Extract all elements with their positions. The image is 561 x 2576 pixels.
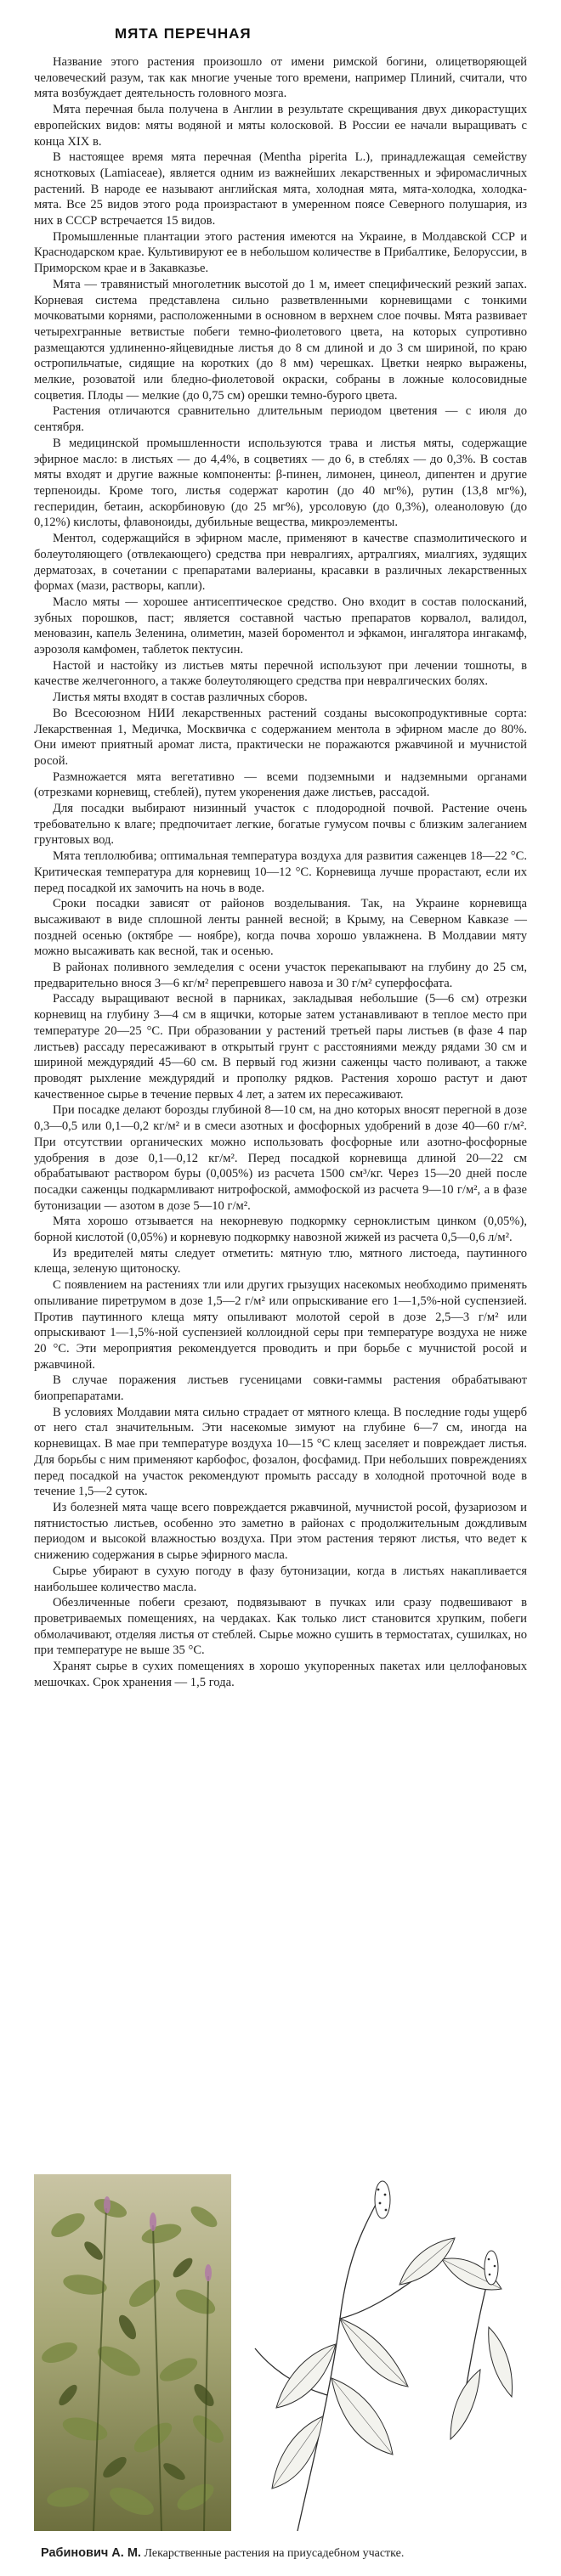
paragraph: В условиях Молдавии мята сильно страдает от мятного клеща. В последние годы ущерб от него стал значительным. Эти насекомые зимуют на глубине 6—7 см, иногда на корневищах. В мае при температуре воздуха 10—15 °С клещ заселяет и повреждает листья. Для борьбы с ним применяют карбофос, фозалон, фосфамид. При небольших повреждениях перед посадкой на участок рекомендуют промыть рассаду в холодной проточной воде в течение 1,5—2 суток. xyxy=(34,1405,527,1499)
article-body xyxy=(34,54,527,1690)
caption-text: Лекарственные растения на приусадебном участке. xyxy=(144,2547,405,2560)
paragraph: Мята — травянистый многолетник высотой до 1 м, имеет специфический резкий запах. Корневая система представлена сильно разветвленными корневищами с тонкими мочковатыми корнями, расположенными в основном в верхнем слое почвы. Мята развивает четырехгранные ветвистые побеги темно-фиолетового цвета, на которых супротивно размещаются удлиненно-яйцевидные листья до 8 см длиной и до 3 см шириной, по краю остропильчатые, сидящие на коротких (до 8 мм) черешках. Цветки неярко выражены, мелкие, розоватой или бледно-фиолетовой окраски, собраны в ложные колосовидные соцветия. Плоды — мелкие (до 0,75 см) орешки темно-бурого цвета. xyxy=(34,277,527,403)
paragraph: Сырье убирают в сухую погоду в фазу бутонизации, когда в листьях накапливается наибольшее количество масла. xyxy=(34,1564,527,1594)
paragraph: Хранят сырье в сухих помещениях в хорошо укупоренных пакетах или целлофановых мешочках. Срок хранения — 1,5 года. xyxy=(34,1660,527,1689)
paragraph: Растения отличаются сравнительно длительным периодом цветения — с июля до сентября. xyxy=(34,404,527,435)
mint-botanical-drawing xyxy=(246,2174,527,2531)
figure-caption xyxy=(41,2545,542,2562)
paragraph: Промышленные плантации этого растения имеются на Украине, в Молдавской ССР и Краснодарском крае. Культивируют ее в небольшом количестве в Прибалтике, Белоруссии, в Приморском крае и в Закавказье. xyxy=(34,229,527,276)
paragraph: Настой и настойку из листьев мяты перечной используют при лечении тошноты, в качестве желчегонного, а также болеутоляющего средства при невралгических болях. xyxy=(34,658,527,689)
paragraph: Обезличенные побеги срезают, подвязывают в пучках или сразу подвешивают в проветриваемых помещениях, на чердаках. Как только лист становится хрупким, побеги обмолачивают, отделяя листья от стеблей. Сырье можно сушить в термостатах, сушилках, но при температуре не выше 35 °С. xyxy=(34,1596,527,1658)
paragraph: С появлением на растениях тли или других грызущих насекомых необходимо применять опыливание пиретрумом в дозе 1,5—2 г/м² или опрыскивание его 1—1,5%-ной суспензией. Против паутинного клеща мяту опыливают молотой серой в дозе 2,5—3 г/м² или опрыскивают 1—1,5%-ной суспензией коллоидной серы при температуре воздуха не ниже 20 °С. Эти мероприятия рекомендуется проводить и при борьбе с мучнистой росой и ржавчиной. xyxy=(34,1278,527,1372)
paragraph: Для посадки выбирают низинный участок с плодородной почвой. Растение очень требовательно к влаге; предпочитает легкие, богатые гумусом почвы с близким залеганием грунтовых вод. xyxy=(34,802,527,848)
mint-photo xyxy=(34,2174,231,2531)
paragraph: В настоящее время мята перечная (Mentha piperita L.), принадлежащая семейству яснотковых (Lamiaceae), является одним из важнейших лекарственных и эфиромасличных растений. В народе ее называют английская мята, холодная мята, мята-холодка, холодка-мята. Все 25 видов этого рода произрастают в умеренном поясе Северного полушария, из них в СССР встречается 15 видов. xyxy=(34,150,527,228)
paragraph: Масло мяты — хорошее антисептическое средство. Оно входит в состав полосканий, зубных порошков, паст; является составной частью препаратов корвалол, валидол, меновазин, капель Зеленина, олиметин, мазей бороментол и эфкамон, ингалятора ингакамф, аэрозоля камфомен, таблеток пектусин. xyxy=(34,595,527,657)
paragraph: Из вредителей мяты следует отметить: мятную тлю, мятного листоеда, паутинного клеща, зеленую щитоноску. xyxy=(34,1246,527,1277)
page-title: МЯТА ПЕРЕЧНАЯ xyxy=(115,25,252,42)
paragraph: Мята теплолюбива; оптимальная температура воздуха для развития саженцев 18—22 °С. Критическая температура для корневищ 10—12 °С. Корневища лучше прорастают, если их перед посадкой их замочить на ночь в воде. xyxy=(34,849,527,895)
paragraph: Ментол, содержащийся в эфирном масле, применяют в качестве спазмолитического и болеутоляющего (отвлекающего) средства при невралгиях, артралгиях, миалгиях, зудящих дерматозах, в сочетании с препаратами валерианы, красавки в различных лекарственных формах (мази, растворы, капли). xyxy=(34,532,527,594)
paragraph: Во Всесоюзном НИИ лекарственных растений созданы высокопродуктивные сорта: Лекарственная 1, Медичка, Москвичка с содержанием ментола в эфирном масле до 80%. Они имеют приятный аромат листа, практически не поражаются ржавчиной и мучнистой росой. xyxy=(34,706,527,768)
paragraph: Мята хорошо отзывается на некорневую подкормку серноклистым цинком (0,05%), борной кислотой (0,05%) и корневую подкормку навозной жижей из расчета 0,5—0,6 л/м². xyxy=(34,1215,527,1245)
paragraph: Из болезней мята чаще всего повреждается ржавчиной, мучнистой росой, фузариозом и пятнистостью листьев, особенно это заметно в районах с продолжительным дождливым периодом и высокой влажностью воздуха. При этом растения теряют листья, что ведет к снижению содержания в сырье эфирного масла. xyxy=(34,1500,527,1563)
paragraph: В случае поражения листьев гусеницами совки-гаммы растения обрабатывают биопрепаратами. xyxy=(34,1373,527,1404)
caption-author: Рабинович А. М. xyxy=(41,2546,141,2560)
paragraph: В медицинской промышленности используются трава и листья мяты, содержащие эфирное масло: в листьях — до 4,4%, в соцветиях — до 6, в стеблях — до 0,3%. В состав мяты входят и другие важные компоненты: β-пинен, лимонен, цинеол, дипентен и другие терпеноиды. Кроме того, листья содержат каротин (до 40 мг%), рутин (13,8 мг%), гесперидин, бетаин, аскорбиновую (до 25 мг%), урсоловую (до 0,3%), олеаноловую (до 0,12%) кислоты, флавоноиды, дубильные вещества, микроэлементы. xyxy=(34,436,527,530)
paragraph: Размножается мята вегетативно — всеми подземными и надземными органами (отрезками корневищ, стеблей), путем укоренения даже листьев, рассадой. xyxy=(34,769,527,800)
paragraph: Сроки посадки зависят от районов возделывания. Так, на Украине корневища высаживают в виде сплошной ленты ранней весной; в Крыму, на Северном Кавказе — поздней осенью (октябре — ноябре), когда почва хорошо увлажнена. В Молдавии мяту можно высаживать как весной, так и осенью. xyxy=(34,897,527,959)
figure-area xyxy=(34,2174,527,2539)
paragraph: Мята перечная была получена в Англии в результате скрещивания двух дикорастущих европейских видов: мяты водяной и мяты колосковой. В России ее начали выращивать с конца XIX в. xyxy=(34,103,527,149)
paragraph: Листья мяты входят в состав различных сборов. xyxy=(53,691,308,705)
paragraph: Название этого растения произошло от имени римской богини, олицетворяющей человеческий разум, так как многие ученые того времени, например Плиний, считали, что мята возбуждает деятельность головного мозга. xyxy=(34,55,527,101)
paragraph: Рассаду выращивают весной в парниках, закладывая небольшие (5—6 см) отрезки корневищ на глубину 3—4 см в ящички, которые затем устанавливают в теплое место при температуре 20—25 °С. При образовании у растений третьей пары листьев (в фазе 4 пар листьев) рассаду пересаживают в открытый грунт с расстояниями между рядами 30 см и шириной междурядий 45—60 см. В первый год жизни саженцы часто поливают, а также проводят рыхление междурядий и прополку рядков. Растения хорошо растут и дают качественное сырье в течение первых 4 лет, а затем их пересаживают. xyxy=(34,992,527,1102)
paragraph: При посадке делают борозды глубиной 8—10 см, на дно которых вносят перегной в дозе 0,3—0,5 или 0,1—0,2 кг/м² и в смеси азотных и фосфорных удобрений в дозе 40—60 г/м². При отсутствии органических можно использовать фосфорные или азотно-фосфорные удобрения в дозе 0,1—0,12 кг/м². Перед посадкой корневища длиной 20—22 см обрабатывают раствором буры (0,005%) из расчета 1500 см³/кг. Через 15—20 дней после посадки саженцы подкармливают нитрофоской, аммофоской из расчета 9—10 г/м², а в фазе бутонизации — азотом в дозе 5—10 г/м². xyxy=(34,1103,527,1213)
paragraph: В районах поливного земледелия с осени участок перекапывают на глубину до 25 см, предварительно внося 3—6 кг/м² перепревшего навоза и 30 г/м² суперфосфата. xyxy=(34,961,527,990)
